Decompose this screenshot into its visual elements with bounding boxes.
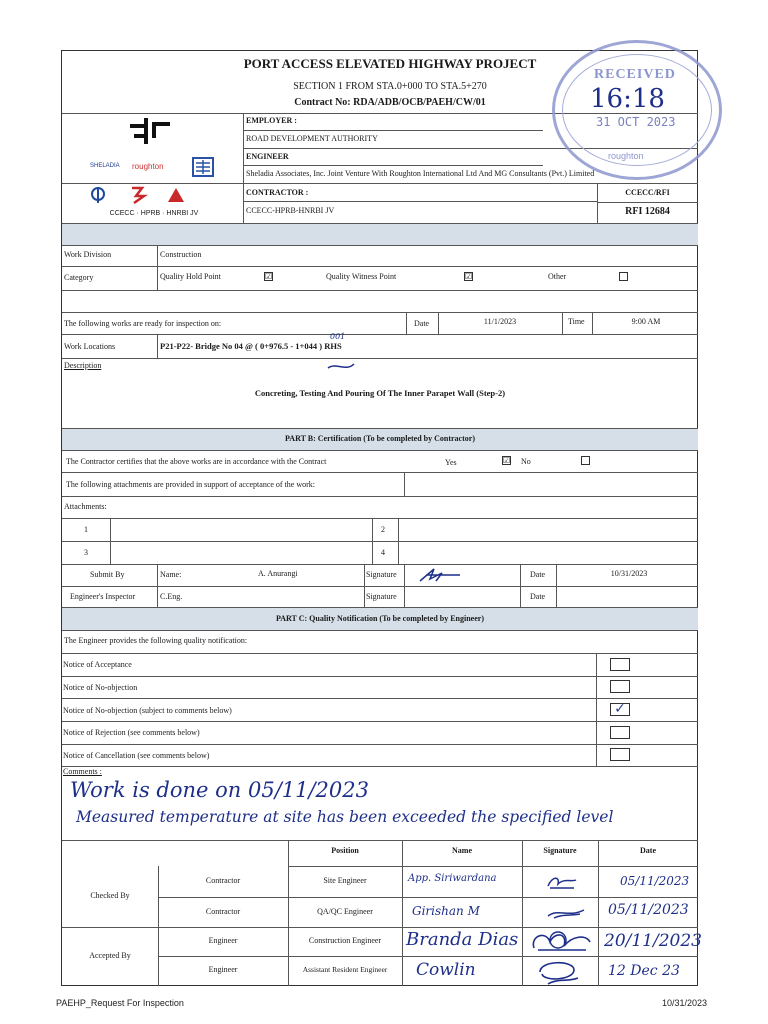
notice-no-objection-checkbox[interactable] (610, 680, 630, 693)
notice-cancellation-checkbox[interactable] (610, 748, 630, 761)
part-b-title: PART B: Certification (To be completed by Contractor) (285, 434, 475, 443)
row3-position: Construction Engineer (308, 936, 382, 945)
accepted-by-label: Accepted By (89, 951, 131, 960)
notice-no-objection-comments-checkbox[interactable]: ✓ (610, 703, 630, 716)
row4-name: Cowlin (416, 960, 476, 980)
header-date: Date (640, 846, 656, 855)
ready-time-label: Time (568, 317, 585, 326)
row4-date: 12 Dec 23 (608, 963, 680, 979)
row2-signature (544, 902, 588, 920)
row2-date: 05/11/2023 (608, 902, 689, 918)
notice-no-objection-comments: Notice of No-objection (subject to comments below) (63, 706, 232, 715)
footer-right: 10/31/2023 (662, 998, 708, 1008)
submit-date: 10/31/2023 (610, 569, 648, 578)
header-name: Name (452, 846, 472, 855)
checked-by-label: Checked By (90, 891, 130, 900)
ready-label: The following works are ready for inspection on: (64, 319, 222, 328)
ready-time: 9:00 AM (631, 317, 661, 326)
work-division-label: Work Division (64, 250, 112, 259)
attachment-2-num: 2 (381, 525, 385, 534)
row1-position: Site Engineer (323, 876, 367, 885)
contractor-value: CCECC-HPRB-HNRBI JV (246, 206, 335, 215)
comment-line-1[interactable]: Work is done on 05/11/2023 (70, 778, 370, 802)
work-division-value: Construction (160, 250, 202, 259)
attachment-4-num: 4 (381, 548, 385, 557)
inspector-signature-label: Signature (366, 592, 397, 601)
contractor-ref: CCECC/RFI (625, 188, 670, 197)
quality-witness-label: Quality Witness Point (326, 272, 397, 281)
comment-line-2[interactable]: Measured temperature at site has been exceeded the specified level (76, 808, 614, 826)
yes-label: Yes (445, 458, 457, 467)
submit-signature-label: Signature (366, 570, 397, 579)
employer-value: ROAD DEVELOPMENT AUTHORITY (246, 134, 378, 143)
submit-date-label: Date (530, 570, 546, 579)
footer-left: PAEHP_Request For Inspection (56, 998, 184, 1008)
stamp-date: 31 OCT 2023 (596, 115, 676, 129)
yes-checkbox[interactable]: ☑ (503, 456, 511, 465)
description-scribble (326, 360, 356, 372)
submit-name: A. Anurangi (258, 569, 298, 578)
attachment-1-num: 1 (84, 525, 88, 534)
engineer-value: Sheladia Associates, Inc. Joint Venture With Roughton International Ltd And MG Consultants (Pvt.) Limited (246, 169, 595, 178)
category-label: Category (64, 273, 94, 282)
contractor-label: CONTRACTOR : (246, 188, 309, 197)
row3-signature (528, 928, 594, 954)
stamp-title: RECEIVED (594, 67, 676, 82)
header-signature: Signature (543, 846, 577, 855)
quality-hold-checkbox[interactable]: ☑ (265, 272, 273, 281)
section-line: SECTION 1 FROM STA.0+000 TO STA.5+270 (293, 81, 487, 92)
other-label: Other (548, 272, 567, 281)
stamp-time: 16:18 (590, 84, 665, 114)
rda-logo (130, 118, 170, 144)
notice-no-objection: Notice of No-objection (63, 683, 138, 692)
row4-position: Assistant Resident Engineer (302, 965, 388, 974)
quality-witness-checkbox[interactable]: ☑ (465, 272, 473, 281)
no-checkbox[interactable] (581, 456, 590, 465)
engineer-logos: SHELADIA roughton (88, 155, 238, 181)
ready-date: 11/1/2023 (483, 317, 517, 326)
inspector-value: C.Eng. (160, 592, 183, 601)
row3-name: Branda Dias (406, 929, 519, 950)
stamp-org: roughton (608, 151, 644, 161)
submit-by-label: Submit By (90, 570, 125, 579)
notice-cancellation: Notice of Cancellation (see comments below) (63, 751, 210, 760)
comments-label: Comments : (63, 767, 102, 776)
row1-name: App. Siriwardana (408, 873, 497, 884)
row1-date: 05/11/2023 (620, 874, 690, 888)
header-position: Position (331, 846, 359, 855)
notice-rejection-checkbox[interactable] (610, 726, 630, 739)
attachments-text: The following attachments are provided in support of acceptance of the work: (66, 480, 316, 489)
row2-position: QA/QC Engineer (317, 907, 373, 916)
row3-role: Engineer (208, 936, 238, 945)
row1-signature (544, 872, 580, 890)
row1-role: Contractor (205, 876, 241, 885)
row2-role: Contractor (205, 907, 241, 916)
row4-signature (534, 956, 584, 986)
engineer-label: ENGINEER (246, 152, 289, 161)
contractor-logos: CCECC · HPRB · HNRBI JV (66, 186, 242, 220)
row4-role: Engineer (208, 965, 238, 974)
description-value: Concreting, Testing And Pouring Of The Inner Parapet Wall (Step-2) (254, 388, 506, 398)
row3-date: 20/11/2023 (604, 931, 702, 951)
description-label: Description (64, 361, 102, 370)
notice-rejection: Notice of Rejection (see comments below) (63, 728, 200, 737)
notice-acceptance-checkbox[interactable] (610, 658, 630, 671)
submit-signature (416, 565, 464, 585)
other-checkbox[interactable] (619, 272, 628, 281)
location-correction: 001 (330, 332, 346, 341)
attachments-label: Attachments: (64, 502, 107, 511)
employer-label: EMPLOYER : (246, 116, 297, 125)
inspector-date-label: Date (530, 592, 546, 601)
part-c-intro: The Engineer provides the following quality notification: (64, 636, 248, 645)
location-label: Work Locations (64, 342, 116, 351)
part-c-title: PART C: Quality Notification (To be completed by Engineer) (275, 614, 484, 623)
certify-text: The Contractor certifies that the above works are in accordance with the Contract (66, 457, 327, 466)
no-label: No (521, 457, 531, 466)
rfi-number: RFI 12684 (625, 206, 670, 217)
quality-hold-label: Quality Hold Point (160, 272, 221, 281)
attachment-3-num: 3 (84, 548, 88, 557)
contract-no: Contract No: RDA/ADB/OCB/PAEH/CW/01 (294, 97, 486, 108)
row2-name: Girishan M (412, 904, 480, 918)
ready-date-label: Date (414, 319, 430, 328)
inspector-label: Engineer's Inspector (70, 592, 136, 601)
location-value: P21-P22- Bridge No 04 @ ( 0+976.5 - 1+044 ) RHS (160, 341, 342, 351)
notice-acceptance: Notice of Acceptance (63, 660, 132, 669)
project-title: PORT ACCESS ELEVATED HIGHWAY PROJECT (243, 56, 537, 71)
submit-name-label: Name: (160, 570, 182, 579)
